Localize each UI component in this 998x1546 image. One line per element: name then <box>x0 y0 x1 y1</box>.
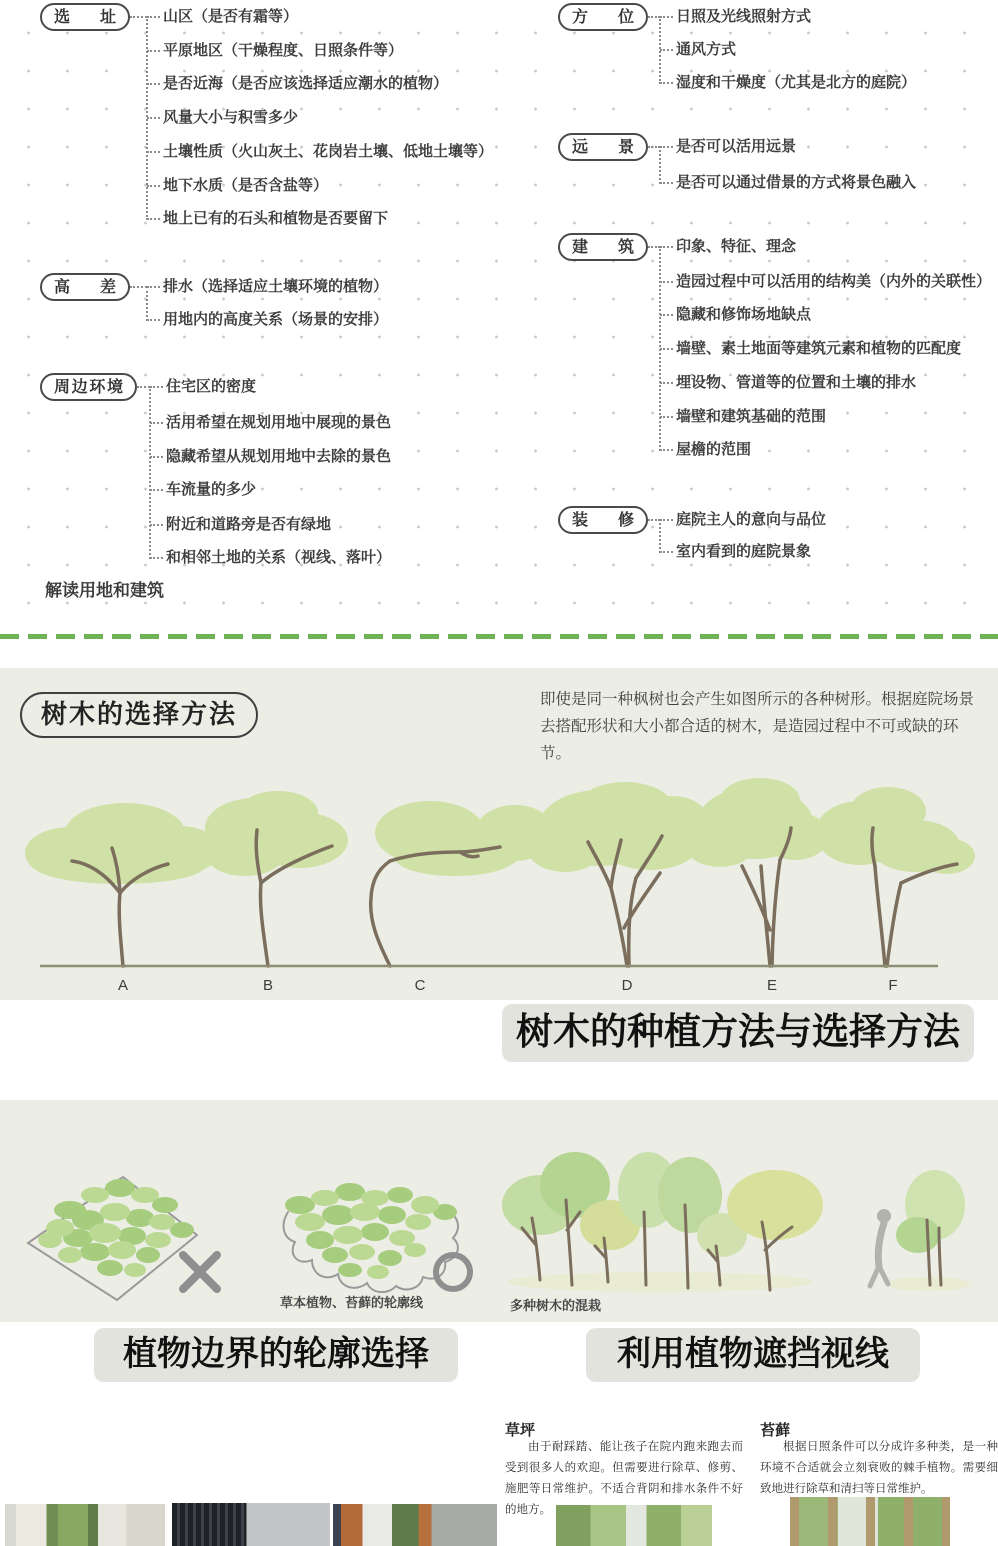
connector-line <box>147 286 160 288</box>
connector-line <box>660 146 673 148</box>
photo-entry-door-tree <box>333 1504 497 1546</box>
connector-line <box>149 386 151 559</box>
mindmap-item: 车流量的多少 <box>166 481 257 498</box>
connector-line <box>660 281 673 283</box>
lawn-title: 草坪 <box>505 1423 536 1439</box>
tree-label-a: A <box>117 977 129 994</box>
tree-label-d: D <box>621 977 633 994</box>
mindmap-category-box: 选址 <box>40 3 130 31</box>
mindmap-item: 隐藏和修饰场地缺点 <box>676 306 812 323</box>
mixed-planting-caption: 多种树木的混栽 <box>510 1298 602 1313</box>
mindmap-item: 日照及光线照射方式 <box>676 8 812 25</box>
site-analysis-mindmap <box>0 0 998 632</box>
mindmap-item: 庭院主人的意向与品位 <box>676 511 827 528</box>
outline-caption: 草本植物、苔藓的轮廓线 <box>280 1295 424 1310</box>
connector-line <box>147 185 160 187</box>
mindmap-item: 是否可以通过借景的方式将景色融入 <box>676 174 917 191</box>
mindmap-item: 平原地区（干燥程度、日照条件等） <box>163 42 404 59</box>
wrong-mark-icon <box>183 1255 217 1289</box>
mindmap-item: 墙壁和建筑基础的范围 <box>676 408 827 425</box>
mindmap-item: 地上已有的石头和植物是否要留下 <box>163 210 389 227</box>
mindmap-item: 是否近海（是否应该选择适应潮水的植物） <box>163 75 449 92</box>
connector-line <box>660 551 673 553</box>
connector-line <box>147 218 160 220</box>
connector-line <box>660 314 673 316</box>
connector-line <box>660 16 673 18</box>
photo-lawn-garden <box>556 1505 712 1546</box>
connector-line <box>660 416 673 418</box>
connector-line <box>150 557 163 559</box>
connector-line <box>147 83 160 85</box>
tree-label-b: B <box>262 977 274 994</box>
tree-label-f: F <box>888 977 898 994</box>
mindmap-item: 屋檐的范围 <box>676 441 752 458</box>
mindmap-item: 山区（是否有霜等） <box>163 8 299 25</box>
plant-boundary-panel <box>0 1100 998 1322</box>
connector-line <box>660 449 673 451</box>
mindmap-item: 住宅区的密度 <box>166 378 257 395</box>
mindmap-category-box: 高差 <box>40 273 130 301</box>
connector-line <box>659 146 661 184</box>
mindmap-item: 通风方式 <box>676 41 737 58</box>
connector-line <box>147 117 160 119</box>
connector-line <box>150 422 163 424</box>
connector-line <box>146 286 148 321</box>
photo-garden-wall-greenery <box>5 1504 165 1546</box>
connector-line <box>150 386 163 388</box>
boundary-and-screen-illustration <box>0 1100 998 1322</box>
mindmap-item: 埋设物、管道等的位置和土壤的排水 <box>676 374 917 391</box>
mindmap-item: 湿度和干燥度（尤其是北方的庭院） <box>676 74 917 91</box>
moss-description: 根据日照条件可以分成许多种类，是一种环境不合适就会立刻衰败的棘手植物。需要细致地进行除草和清扫等日常维护。 <box>760 1441 998 1495</box>
mindmap-item: 隐藏希望从规划用地中去除的景色 <box>166 448 392 465</box>
connector-line <box>150 524 163 526</box>
ok-mark-icon <box>436 1255 470 1289</box>
mindmap-item: 印象、特征、理念 <box>676 238 797 255</box>
connector-line <box>130 286 147 288</box>
connector-line <box>150 489 163 491</box>
mindmap-item: 造园过程中可以活用的结构美（内外的关联性） <box>676 273 992 290</box>
connector-line <box>147 16 160 18</box>
tree-selection-panel <box>0 668 998 1000</box>
mindmap-category-box: 远景 <box>558 133 648 161</box>
heading-planting-and-selection: 树木的种植方法与选择方法 <box>502 1004 974 1062</box>
mindmap-item: 土壤性质（火山灰土、花岗岩土壤、低地土壤等） <box>163 143 494 160</box>
photo-moss-garden <box>790 1497 950 1546</box>
mindmap-item: 排水（选择适应土壤环境的植物） <box>163 278 389 295</box>
mindmap-item: 和相邻土地的关系（视线、落叶） <box>166 549 392 566</box>
mindmap-item: 附近和道路旁是否有绿地 <box>166 516 332 533</box>
connector-line <box>147 151 160 153</box>
mindmap-item: 墙壁、素土地面等建筑元素和植物的匹配度 <box>676 340 962 357</box>
connector-line <box>150 456 163 458</box>
tree-label-e: E <box>766 977 778 994</box>
person-figure <box>870 1209 891 1286</box>
tree-selection-title: 树木的选择方法 <box>20 692 258 738</box>
lawn-description: 由于耐踩踏、能让孩子在院内跑来跑去而受到很多人的欢迎。但需要进行除草、修剪、施肥等日常维护。不适合背阴和排水条件不好的地方。 <box>505 1441 743 1516</box>
mindmap-category-box: 建筑 <box>558 233 648 261</box>
connector-line <box>660 519 673 521</box>
connector-line <box>147 319 160 321</box>
connector-line <box>130 16 147 18</box>
connector-line <box>660 382 673 384</box>
dashed-divider <box>0 634 998 639</box>
moss-title: 苔藓 <box>760 1423 791 1439</box>
mindmap-item: 活用希望在规划用地中展现的景色 <box>166 414 392 431</box>
photo-fence-and-stucco <box>172 1503 330 1546</box>
mindmap-category-box: 装修 <box>558 506 648 534</box>
mindmap-footer-caption: 解读用地和建筑 <box>45 581 164 600</box>
heading-screen-with-plants: 利用植物遮挡视线 <box>586 1328 920 1382</box>
mindmap-item: 风量大小与积雪多少 <box>163 109 299 126</box>
connector-line <box>147 50 160 52</box>
connector-line <box>660 49 673 51</box>
mindmap-category-box: 周边环境 <box>40 373 137 401</box>
connector-line <box>660 82 673 84</box>
heading-boundary-outline: 植物边界的轮廓选择 <box>94 1328 458 1382</box>
tree-selection-description: 即使是同一种枫树也会产生如图所示的各种树形。根据庭院场景去搭配形状和大小都合适的树木，是造园过程中不可或缺的环节。 <box>540 691 975 762</box>
connector-line <box>660 182 673 184</box>
connector-line <box>660 348 673 350</box>
mindmap-item: 室内看到的庭院景象 <box>676 543 812 560</box>
mindmap-item: 是否可以活用远景 <box>676 138 797 155</box>
tree-label-c: C <box>414 977 426 994</box>
mindmap-item: 地下水质（是否含盐等） <box>163 177 329 194</box>
mindmap-item: 用地内的高度关系（场景的安排） <box>163 311 389 328</box>
connector-line <box>660 246 673 248</box>
mindmap-category-box: 方位 <box>558 3 648 31</box>
connector-line <box>659 519 661 553</box>
tree-shapes-illustration <box>0 668 998 1000</box>
